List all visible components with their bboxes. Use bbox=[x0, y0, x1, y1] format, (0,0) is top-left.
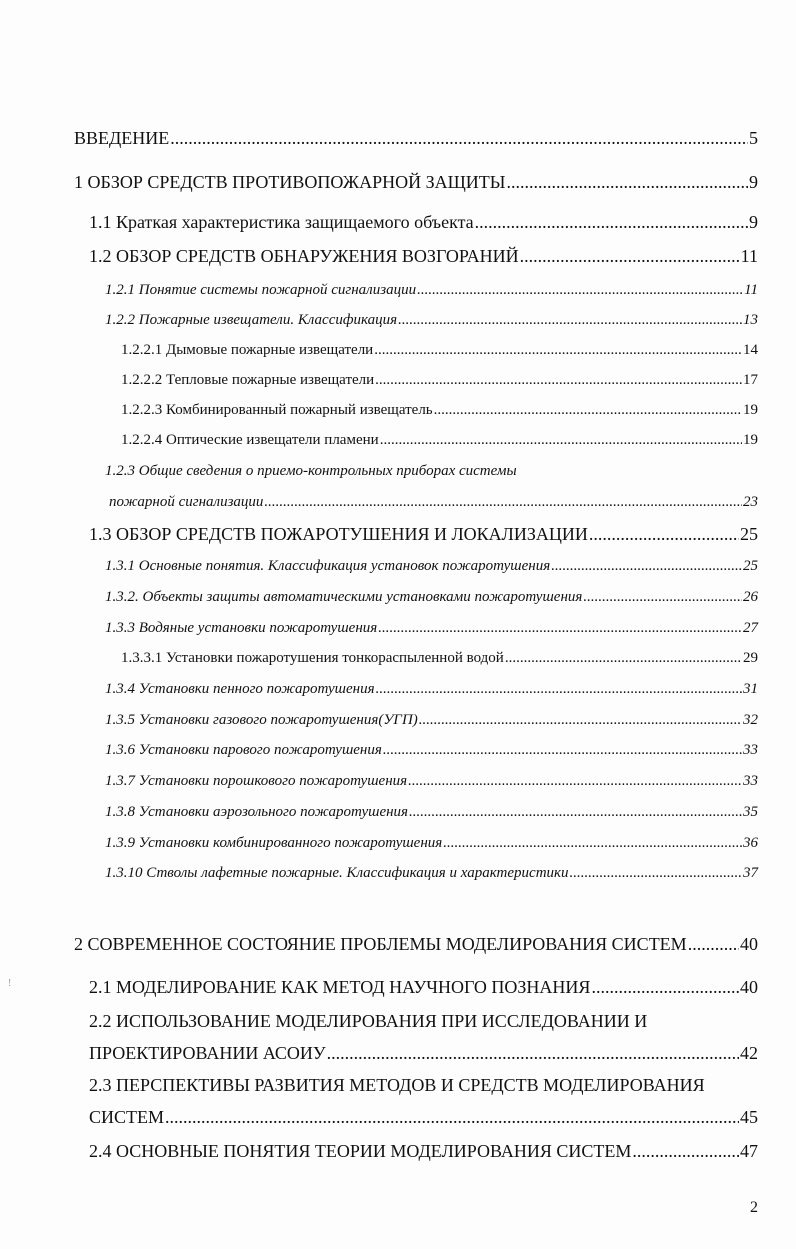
toc-entry-title: 1.3.6 Установки парового пожаротушения bbox=[105, 742, 382, 758]
dot-leader bbox=[688, 934, 739, 955]
toc-entry-1-2-3-line1: 1.2.3 Общие сведения о приемо-контрольных приборах системы bbox=[105, 463, 517, 479]
dot-leader bbox=[505, 650, 742, 667]
toc-entry-page: 19 bbox=[743, 432, 758, 448]
toc-entry-page: 9 bbox=[749, 212, 758, 232]
toc-entry-title: 1.3.3.1 Установки пожаротушения тонкораспыленной водой bbox=[121, 650, 504, 666]
toc-entry-page: 35 bbox=[743, 804, 758, 820]
toc-entry-title: 1.3.9 Установки комбинированного пожаротушения bbox=[105, 835, 443, 851]
toc-entry-1-3-6 bbox=[105, 742, 758, 759]
toc-entry-2-3-line1: 2.3 ПЕРСПЕКТИВЫ РАЗВИТИЯ МЕТОДОВ И СРЕДСТВ МОДЕЛИРОВАНИЯ bbox=[89, 1075, 705, 1095]
toc-entry-page: 37 bbox=[743, 865, 758, 881]
toc-entry-page: 40 bbox=[740, 977, 758, 997]
toc-entry-chapter-1 bbox=[74, 172, 758, 193]
dot-leader bbox=[165, 1107, 739, 1128]
toc-entry-2-2 bbox=[89, 1043, 758, 1064]
dot-leader bbox=[506, 172, 748, 193]
toc-entry-title: 1.3.4 Установки пенного пожаротушения bbox=[105, 681, 375, 697]
toc-entry-1-3-3 bbox=[105, 620, 758, 637]
toc-entry-page: 13 bbox=[743, 312, 758, 328]
toc-entry-page: 32 bbox=[743, 712, 758, 728]
dot-leader bbox=[417, 282, 743, 299]
toc-entry-1-2-2-1 bbox=[121, 342, 758, 359]
toc-entry-title: 1.3.3 Водяные установки пожаротушения bbox=[105, 620, 378, 636]
dot-leader bbox=[591, 977, 739, 998]
margin-mark: ! bbox=[8, 978, 12, 989]
toc-entry-page: 27 bbox=[743, 620, 758, 636]
page-number: 2 bbox=[750, 1199, 758, 1216]
dot-leader bbox=[570, 865, 742, 882]
toc-entry-title: ВВЕДЕНИЕ bbox=[74, 128, 170, 148]
toc-entry-page: 42 bbox=[740, 1043, 758, 1063]
toc-entry-title: 1.3.10 Стволы лафетные пожарные. Классификация и характеристики bbox=[105, 865, 569, 881]
dot-leader bbox=[375, 372, 742, 389]
toc-entry-1-3-4 bbox=[105, 681, 758, 698]
toc-entry-1-2 bbox=[89, 246, 758, 267]
dot-leader bbox=[374, 342, 742, 359]
toc-entry-1-3-7 bbox=[105, 773, 758, 790]
dot-leader bbox=[520, 246, 740, 267]
toc-entry-page: 26 bbox=[743, 589, 758, 605]
toc-entry-title: 1.3.1 Основные понятия. Классификация установок пожаротушения bbox=[105, 558, 551, 574]
toc-entry-page: 29 bbox=[743, 650, 758, 666]
toc-entry-2-4 bbox=[89, 1141, 758, 1162]
toc-entry-1-2-1 bbox=[105, 282, 758, 299]
toc-entry-1-2-3 bbox=[109, 494, 758, 511]
toc-entry-title: 2.4 ОСНОВНЫЕ ПОНЯТИЯ ТЕОРИИ МОДЕЛИРОВАНИЯ СИСТЕМ bbox=[89, 1141, 632, 1161]
toc-entry-2-1 bbox=[89, 977, 758, 998]
toc-entry-1-3 bbox=[89, 524, 758, 545]
toc-entry-title: пожарной сигнализации bbox=[109, 494, 264, 510]
toc-entry-title: 1 ОБЗОР СРЕДСТВ ПРОТИВОПОЖАРНОЙ ЗАЩИТЫ bbox=[74, 172, 506, 192]
toc-entry-1-3-2 bbox=[105, 589, 758, 606]
toc-entry-title: 1.3.7 Установки порошкового пожаротушения bbox=[105, 773, 408, 789]
toc-entry-chapter-2 bbox=[74, 934, 758, 955]
toc-entry-1-3-3-1 bbox=[121, 650, 758, 667]
dot-leader bbox=[376, 681, 742, 698]
toc-entry-title: 1.3.2. Объекты защиты автоматическими установками пожаротушения bbox=[105, 589, 583, 605]
toc-entry-1-2-2-3 bbox=[121, 402, 758, 419]
toc-entry-title: 1.2.1 Понятие системы пожарной сигнализации bbox=[105, 282, 417, 298]
toc-entry-1-3-5 bbox=[105, 712, 758, 729]
toc-entry-title: 1.2.2.1 Дымовые пожарные извещатели bbox=[121, 342, 374, 358]
dot-leader bbox=[383, 742, 742, 759]
toc-entry-page: 25 bbox=[743, 558, 758, 574]
toc-entry-title: 1.3.5 Установки газового пожаротушения(УГП) bbox=[105, 712, 418, 728]
toc-entry-page: 47 bbox=[740, 1141, 758, 1161]
dot-leader bbox=[327, 1043, 739, 1064]
toc-entry-page: 45 bbox=[740, 1107, 758, 1127]
dot-leader bbox=[632, 1141, 739, 1162]
toc-entry-page: 9 bbox=[749, 172, 758, 192]
dot-leader bbox=[170, 128, 748, 149]
toc-entry-title: 1.2 ОБЗОР СРЕДСТВ ОБНАРУЖЕНИЯ ВОЗГОРАНИЙ bbox=[89, 246, 519, 266]
dot-leader bbox=[398, 312, 742, 329]
toc-entry-title: 1.3 ОБЗОР СРЕДСТВ ПОЖАРОТУШЕНИЯ И ЛОКАЛИЗАЦИИ bbox=[89, 524, 588, 544]
toc-entry-title: ПРОЕКТИРОВАНИИ АСОИУ bbox=[89, 1043, 326, 1063]
toc-entry-page: 11 bbox=[740, 246, 758, 266]
toc-entry-page: 23 bbox=[743, 494, 758, 510]
toc-entry-introduction bbox=[74, 128, 758, 149]
toc-entry-title: 2 СОВРЕМЕННОЕ СОСТОЯНИЕ ПРОБЛЕМЫ МОДЕЛИРОВАНИЯ СИСТЕМ bbox=[74, 934, 687, 954]
toc-entry-1-3-1 bbox=[105, 558, 758, 575]
toc-entry-page: 25 bbox=[740, 524, 758, 544]
toc-entry-page: 17 bbox=[743, 372, 758, 388]
dot-leader bbox=[264, 494, 742, 511]
toc-entry-page: 33 bbox=[743, 742, 758, 758]
toc-entry-page: 5 bbox=[749, 128, 758, 148]
toc-entry-page: 33 bbox=[743, 773, 758, 789]
dot-leader bbox=[378, 620, 742, 637]
dot-leader bbox=[409, 804, 742, 821]
toc-entry-title: 1.2.2.4 Оптические извещатели пламени bbox=[121, 432, 379, 448]
toc-entry-title: 1.2.2.2 Тепловые пожарные извещатели bbox=[121, 372, 375, 388]
dot-leader bbox=[408, 773, 742, 790]
toc-entry-1-3-8 bbox=[105, 804, 758, 821]
dot-leader bbox=[589, 524, 739, 545]
toc-entry-page: 31 bbox=[743, 681, 758, 697]
toc-entry-2-2-line1: 2.2 ИСПОЛЬЗОВАНИЕ МОДЕЛИРОВАНИЯ ПРИ ИССЛЕДОВАНИИ И bbox=[89, 1011, 648, 1031]
toc-entry-page: 40 bbox=[740, 934, 758, 954]
dot-leader bbox=[583, 589, 742, 606]
dot-leader bbox=[380, 432, 742, 449]
toc-entry-title: 2.1 МОДЕЛИРОВАНИЕ КАК МЕТОД НАУЧНОГО ПОЗНАНИЯ bbox=[89, 977, 591, 997]
toc-entry-1-2-2-2 bbox=[121, 372, 758, 389]
toc-entry-1-2-2 bbox=[105, 312, 758, 329]
dot-leader bbox=[419, 712, 742, 729]
toc-entry-1-3-9 bbox=[105, 835, 758, 852]
toc-entry-title: СИСТЕМ bbox=[89, 1107, 165, 1127]
toc-entry-1-3-10 bbox=[105, 865, 758, 882]
dot-leader bbox=[434, 402, 742, 419]
dot-leader bbox=[443, 835, 742, 852]
toc-entry-page: 14 bbox=[743, 342, 758, 358]
toc-entry-1-2-2-4 bbox=[121, 432, 758, 449]
toc-entry-page: 11 bbox=[744, 282, 758, 298]
toc-entry-page: 36 bbox=[743, 835, 758, 851]
dot-leader bbox=[551, 558, 742, 575]
toc-entry-page: 19 bbox=[743, 402, 758, 418]
toc-entry-title: 1.1 Краткая характеристика защищаемого объекта bbox=[89, 212, 474, 232]
toc-entry-title: 1.3.8 Установки аэрозольного пожаротушения bbox=[105, 804, 409, 820]
toc-entry-2-3 bbox=[89, 1107, 758, 1128]
toc-entry-1-1 bbox=[89, 212, 758, 233]
dot-leader bbox=[475, 212, 748, 233]
toc-entry-title: 1.2.2 Пожарные извещатели. Классификация bbox=[105, 312, 398, 328]
toc-entry-title: 1.2.2.3 Комбинированный пожарный извещатель bbox=[121, 402, 433, 418]
